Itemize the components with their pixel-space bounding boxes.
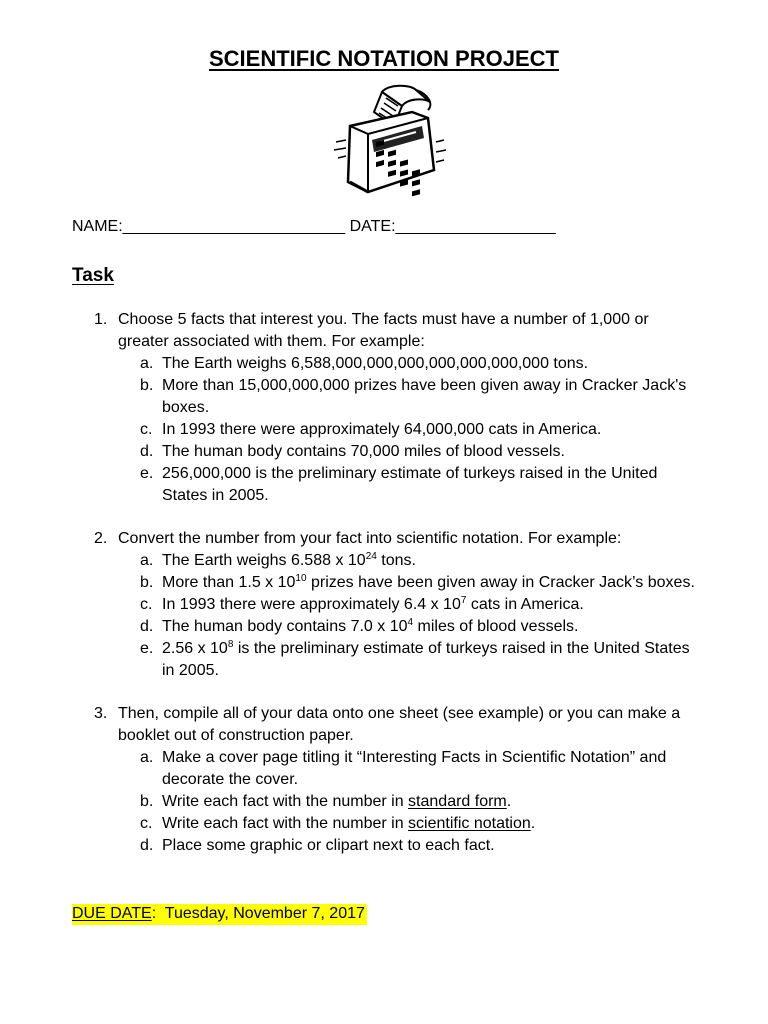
sub-text-post: . (530, 815, 536, 832)
exponent: 8 (227, 639, 234, 650)
sub-text-pre: Write each fact with the number in (162, 815, 409, 832)
sub-item (118, 747, 702, 791)
sub-text-post: cats in America. (466, 596, 584, 613)
sub-letter: b. (140, 377, 154, 394)
sub-text-pre: The human body contains 7.0 x 10 (162, 618, 408, 635)
sub-letter: d. (140, 837, 154, 854)
date-blank: __________________ (395, 218, 556, 235)
item-number: 3. (94, 705, 108, 722)
sub-text-pre: The Earth weighs 6.588 x 10 (162, 552, 366, 569)
sub-letter: c. (140, 815, 153, 832)
exponent: 10 (295, 573, 307, 584)
sub-letter: e. (140, 465, 154, 482)
sub-item (118, 441, 702, 463)
item-text: Then, compile all of your data onto one sheet (see example) or you can make a booklet out of construction paper. (118, 705, 681, 744)
sub-text-post: tons. (376, 552, 416, 569)
sub-text: The human body contains 70,000 miles of blood vessels. (162, 443, 565, 460)
sub-letter: a. (140, 552, 154, 569)
task-item-3 (72, 703, 702, 857)
sub-letter: c. (140, 421, 153, 438)
underlined-term: standard form (408, 793, 507, 810)
printing-calculator-icon (324, 82, 448, 202)
sub-letter: e. (140, 640, 154, 657)
item-number: 1. (94, 311, 108, 328)
name-date-line (72, 218, 556, 236)
sub-text-post: miles of blood vessels. (413, 618, 579, 635)
sub-text-pre: Write each fact with the number in (162, 793, 409, 810)
sub-letter: a. (140, 355, 154, 372)
due-date-colon: : (151, 905, 157, 922)
sub-text: The Earth weighs 6,588,000,000,000,000,000,000,000 tons. (162, 355, 589, 372)
sub-item (118, 419, 702, 441)
sub-item (118, 353, 702, 375)
task-list (72, 309, 702, 878)
item-text: Convert the number from your fact into scientific notation. For example: (118, 530, 622, 547)
sub-text: More than 15,000,000,000 prizes have been given away in Cracker Jack's boxes. (162, 377, 687, 416)
exponent: 7 (460, 595, 467, 606)
sub-item (118, 835, 702, 857)
sub-text-post: . (506, 793, 512, 810)
sub-item (118, 638, 702, 682)
sub-item (118, 572, 702, 594)
sub-text: Make a cover page titling it “Interesting Facts in Scientific Notation” and decorate the cover. (162, 749, 667, 788)
sub-text-pre: In 1993 there were approximately 6.4 x 10 (162, 596, 461, 613)
sub-letter: d. (140, 618, 154, 635)
sub-item (118, 594, 702, 616)
task-item-1 (72, 309, 702, 507)
sub-item (118, 550, 702, 572)
sub-letter: b. (140, 574, 154, 591)
item-number: 2. (94, 530, 108, 547)
name-blank: _________________________ (122, 218, 346, 235)
task-heading: Task (72, 265, 114, 286)
sub-item (118, 813, 702, 835)
sub-item (118, 463, 702, 507)
sub-item (118, 791, 702, 813)
exponent: 4 (407, 617, 414, 628)
due-date-label: DUE DATE (72, 905, 152, 922)
sub-text: Place some graphic or clipart next to each fact. (162, 837, 495, 854)
due-date-value: Tuesday, November 7, 2017 (156, 905, 365, 922)
date-label: DATE: (349, 218, 396, 235)
sub-text-pre: More than 1.5 x 10 (162, 574, 296, 591)
sub-letter: c. (140, 596, 153, 613)
sub-letter: b. (140, 793, 154, 810)
item-text: Choose 5 facts that interest you. The facts must have a number of 1,000 or greater associated with them. For example: (118, 311, 649, 350)
due-date (72, 904, 367, 925)
sub-text-pre: 2.56 x 10 (162, 640, 228, 657)
task-item-2 (72, 528, 702, 682)
underlined-term: scientific notation (408, 815, 531, 832)
sub-text-post: is the preliminary estimate of turkeys raised in the United States in 2005. (162, 640, 690, 679)
sub-letter: a. (140, 749, 154, 766)
sub-item (118, 616, 702, 638)
sub-item (118, 375, 702, 419)
sub-text: In 1993 there were approximately 64,000,000 cats in America. (162, 421, 602, 438)
sub-letter: d. (140, 443, 154, 460)
exponent: 24 (365, 551, 377, 562)
sub-text-post: prizes have been given away in Cracker Jack’s boxes. (306, 574, 695, 591)
sub-text: 256,000,000 is the preliminary estimate of turkeys raised in the United States in 2005. (162, 465, 658, 504)
page-title: SCIENTIFIC NOTATION PROJECT (209, 46, 559, 71)
name-label: NAME: (72, 218, 123, 235)
